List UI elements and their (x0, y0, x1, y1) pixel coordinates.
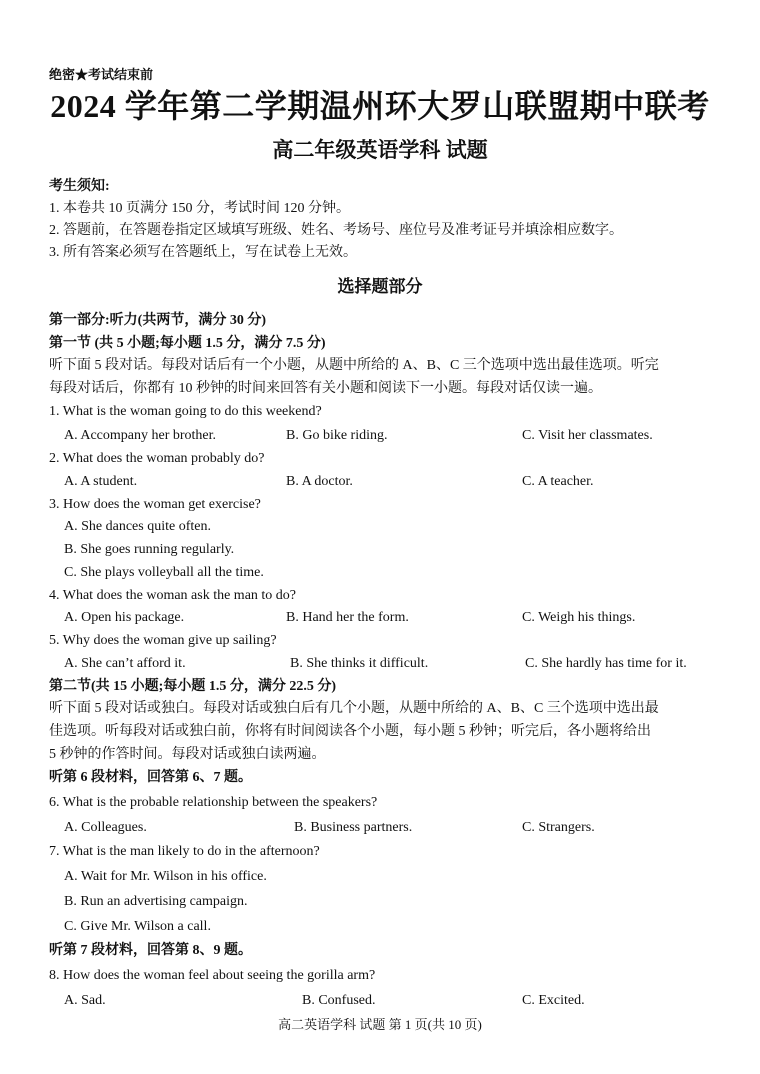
instruction-line: 每段对话后，你都有 10 秒钟的时间来回答有关小题和阅读下一小题。每段对话仅读一遍。 (49, 381, 602, 396)
question-stem: 8. How does the woman feel about seeing the gorilla arm? (49, 968, 376, 983)
notice-item: 1. 本卷共 10 页满分 150 分，考试时间 120 分钟。 (49, 201, 350, 216)
option-c: C. Visit her classmates. (522, 428, 653, 443)
section-heading: 第一节 (共 5 小题;每小题 1.5 分，满分 7.5 分) (49, 336, 326, 351)
option-c: C. Strangers. (522, 820, 595, 835)
notice-item: 3. 所有答案必须写在答题纸上，写在试卷上无效。 (49, 245, 357, 260)
question-stem: 4. What does the woman ask the man to do? (49, 588, 297, 603)
question-stem: 3. How does the woman get exercise? (49, 497, 261, 512)
question-stem: 5. Why does the woman give up sailing? (49, 633, 277, 648)
material-heading: 听第 7 段材料，回答第 8、9 题。 (49, 943, 252, 958)
option-a: A. Wait for Mr. Wilson in his office. (64, 869, 267, 884)
section-heading: 第二节(共 15 小题;每小题 1.5 分，满分 22.5 分) (49, 679, 336, 694)
option-a: A. She can’t afford it. (64, 656, 186, 671)
instruction-line: 听下面 5 段对话。每段对话后有一个小题，从题中所给的 A、B、C 三个选项中选出最佳选项。听完 (49, 358, 659, 373)
option-a: A. Accompany her brother. (64, 428, 217, 443)
option-a: A. Open his package. (64, 610, 185, 625)
option-a: A. Sad. (64, 993, 106, 1008)
option-c: C. Give Mr. Wilson a call. (64, 919, 211, 934)
option-a: A. A student. (64, 474, 138, 489)
part-heading: 第一部分:听力(共两节，满分 30 分) (49, 313, 266, 328)
option-a: A. Colleagues. (64, 820, 147, 835)
option-c: C. She hardly has time for it. (525, 656, 687, 671)
option-c: C. Weigh his things. (522, 610, 636, 625)
option-b: B. Go bike riding. (286, 428, 388, 443)
option-b: B. Hand her the form. (286, 610, 409, 625)
option-b: B. Run an advertising campaign. (64, 894, 248, 909)
option-b: B. Confused. (302, 993, 376, 1008)
instruction-line: 5 秒钟的作答时间。每段对话或独白读两遍。 (49, 747, 326, 762)
option-b: B. She goes running regularly. (64, 542, 235, 557)
section-title: 选择题部分 (337, 277, 423, 296)
option-c: C. Excited. (522, 993, 585, 1008)
option-b: B. Business partners. (294, 820, 413, 835)
confidential-label: 绝密★考试结束前 (49, 67, 154, 82)
notice-heading: 考生须知: (49, 179, 110, 194)
material-heading: 听第 6 段材料，回答第 6、7 题。 (49, 770, 252, 785)
option-a: A. She dances quite often. (64, 519, 211, 534)
notice-item: 2. 答题前，在答题卷指定区域填写班级、姓名、考场号、座位号及准考证号并填涂相应数字。 (49, 223, 623, 238)
question-stem: 1. What is the woman going to do this weekend? (49, 404, 322, 419)
question-stem: 6. What is the probable relationship between the speakers? (49, 795, 378, 810)
page-footer: 高二英语学科 试题 第 1 页(共 10 页) (278, 1017, 482, 1032)
option-c: C. A teacher. (522, 474, 594, 489)
option-b: B. A doctor. (286, 474, 353, 489)
exam-subtitle: 高二年级英语学科 试题 (272, 138, 488, 162)
instruction-line: 佳选项。听每段对话或独白前，你将有时间阅读各个小题，每小题 5 秒钟；听完后，各小题将给出 (49, 724, 651, 739)
question-stem: 7. What is the man likely to do in the afternoon? (49, 844, 320, 859)
exam-title: 2024 学年第二学期温州环大罗山联盟期中联考 (50, 88, 710, 124)
option-b: B. She thinks it difficult. (290, 656, 429, 671)
question-stem: 2. What does the woman probably do? (49, 451, 265, 466)
option-c: C. She plays volleyball all the time. (64, 565, 264, 580)
instruction-line: 听下面 5 段对话或独白。每段对话或独白后有几个小题，从题中所给的 A、B、C 三个选项中选出最 (49, 701, 659, 716)
